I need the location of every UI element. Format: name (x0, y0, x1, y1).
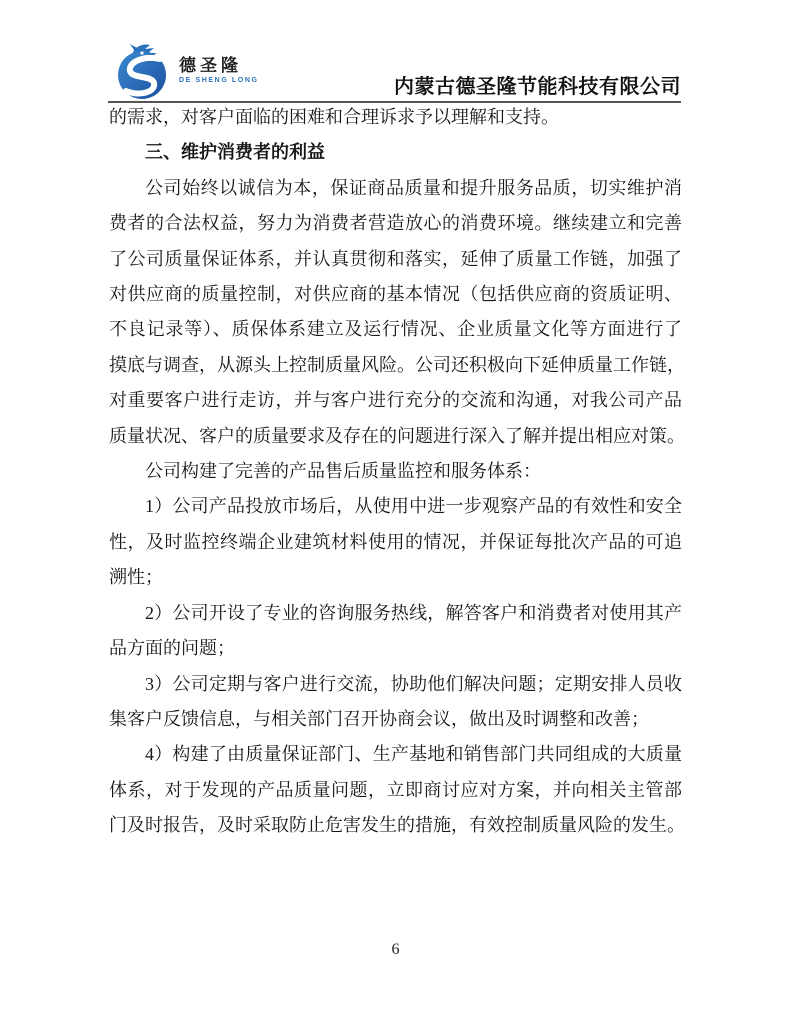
logo-name-cn: 德圣隆 (179, 56, 242, 75)
company-logo (112, 41, 259, 101)
text-line: 2）公司开设了专业的咨询服务热线，解答客户和消费者对使用其产 (145, 602, 682, 623)
logo-name-en: DE SHENG LONG (179, 77, 259, 84)
text-line: 3）公司定期与客户进行交流，协助他们解决问题；定期安排人员收 (145, 673, 682, 694)
section-heading: 三、维护消费者的利益 (145, 142, 325, 163)
text-line: 不良记录等）、质保体系建立及运行情况、企业质量文化等方面进行了 (109, 319, 682, 340)
text-line: 费者的合法权益，努力为消费者营造放心的消费环境。继续建立和完善 (109, 213, 682, 234)
dragon-s-logo-icon (112, 41, 176, 101)
text-line: 集客户反馈信息，与相关部门召开协商会议，做出及时调整和改善； (109, 708, 649, 729)
text-line: 摸底与调查，从源头上控制质量风险。公司还积极向下延伸质量工作链， (109, 354, 685, 375)
page-number: 6 (391, 941, 400, 958)
text-line: 性，及时监控终端企业建筑材料使用的情况，并保证每批次产品的可追 (109, 531, 682, 552)
text-line: 4）构建了由质量保证部门、生产基地和销售部门共同组成的大质量 (145, 744, 682, 765)
text-line: 品方面的问题； (109, 638, 235, 659)
document-body (109, 100, 685, 844)
text-line: 门及时报告，及时采取防止危害发生的措施，有效控制质量风险的发生。 (109, 815, 685, 836)
logo-text (179, 56, 259, 85)
text-line: 质量状况、客户的质量要求及存在的问题进行深入了解并提出相应对策。 (109, 425, 685, 446)
text-line: 体系，对于发现的产品质量问题，立即商讨应对方案，并向相关主管部 (109, 779, 682, 800)
text-line: 对重要客户进行走访，并与客户进行充分的交流和沟通，对我公司产品 (109, 390, 682, 411)
text-line: 溯性； (109, 567, 163, 588)
company-name-header: 内蒙古德圣隆节能科技有限公司 (394, 76, 681, 98)
text-line: 1）公司产品投放市场后，从使用中进一步观察产品的有效性和安全 (145, 496, 682, 517)
text-line: 对供应商的质量控制，对供应商的基本情况（包括供应商的资质证明、 (109, 284, 682, 305)
text-line: 了公司质量保证体系，并认真贯彻和落实，延伸了质量工作链，加强了 (109, 248, 682, 269)
text-line: 公司构建了完善的产品售后质量监控和服务体系： (145, 461, 541, 482)
text-line: 公司始终以诚信为本，保证商品质量和提升服务品质，切实维护消 (145, 177, 682, 198)
text-line: 的需求，对客户面临的困难和合理诉求予以理解和支持。 (109, 107, 559, 127)
